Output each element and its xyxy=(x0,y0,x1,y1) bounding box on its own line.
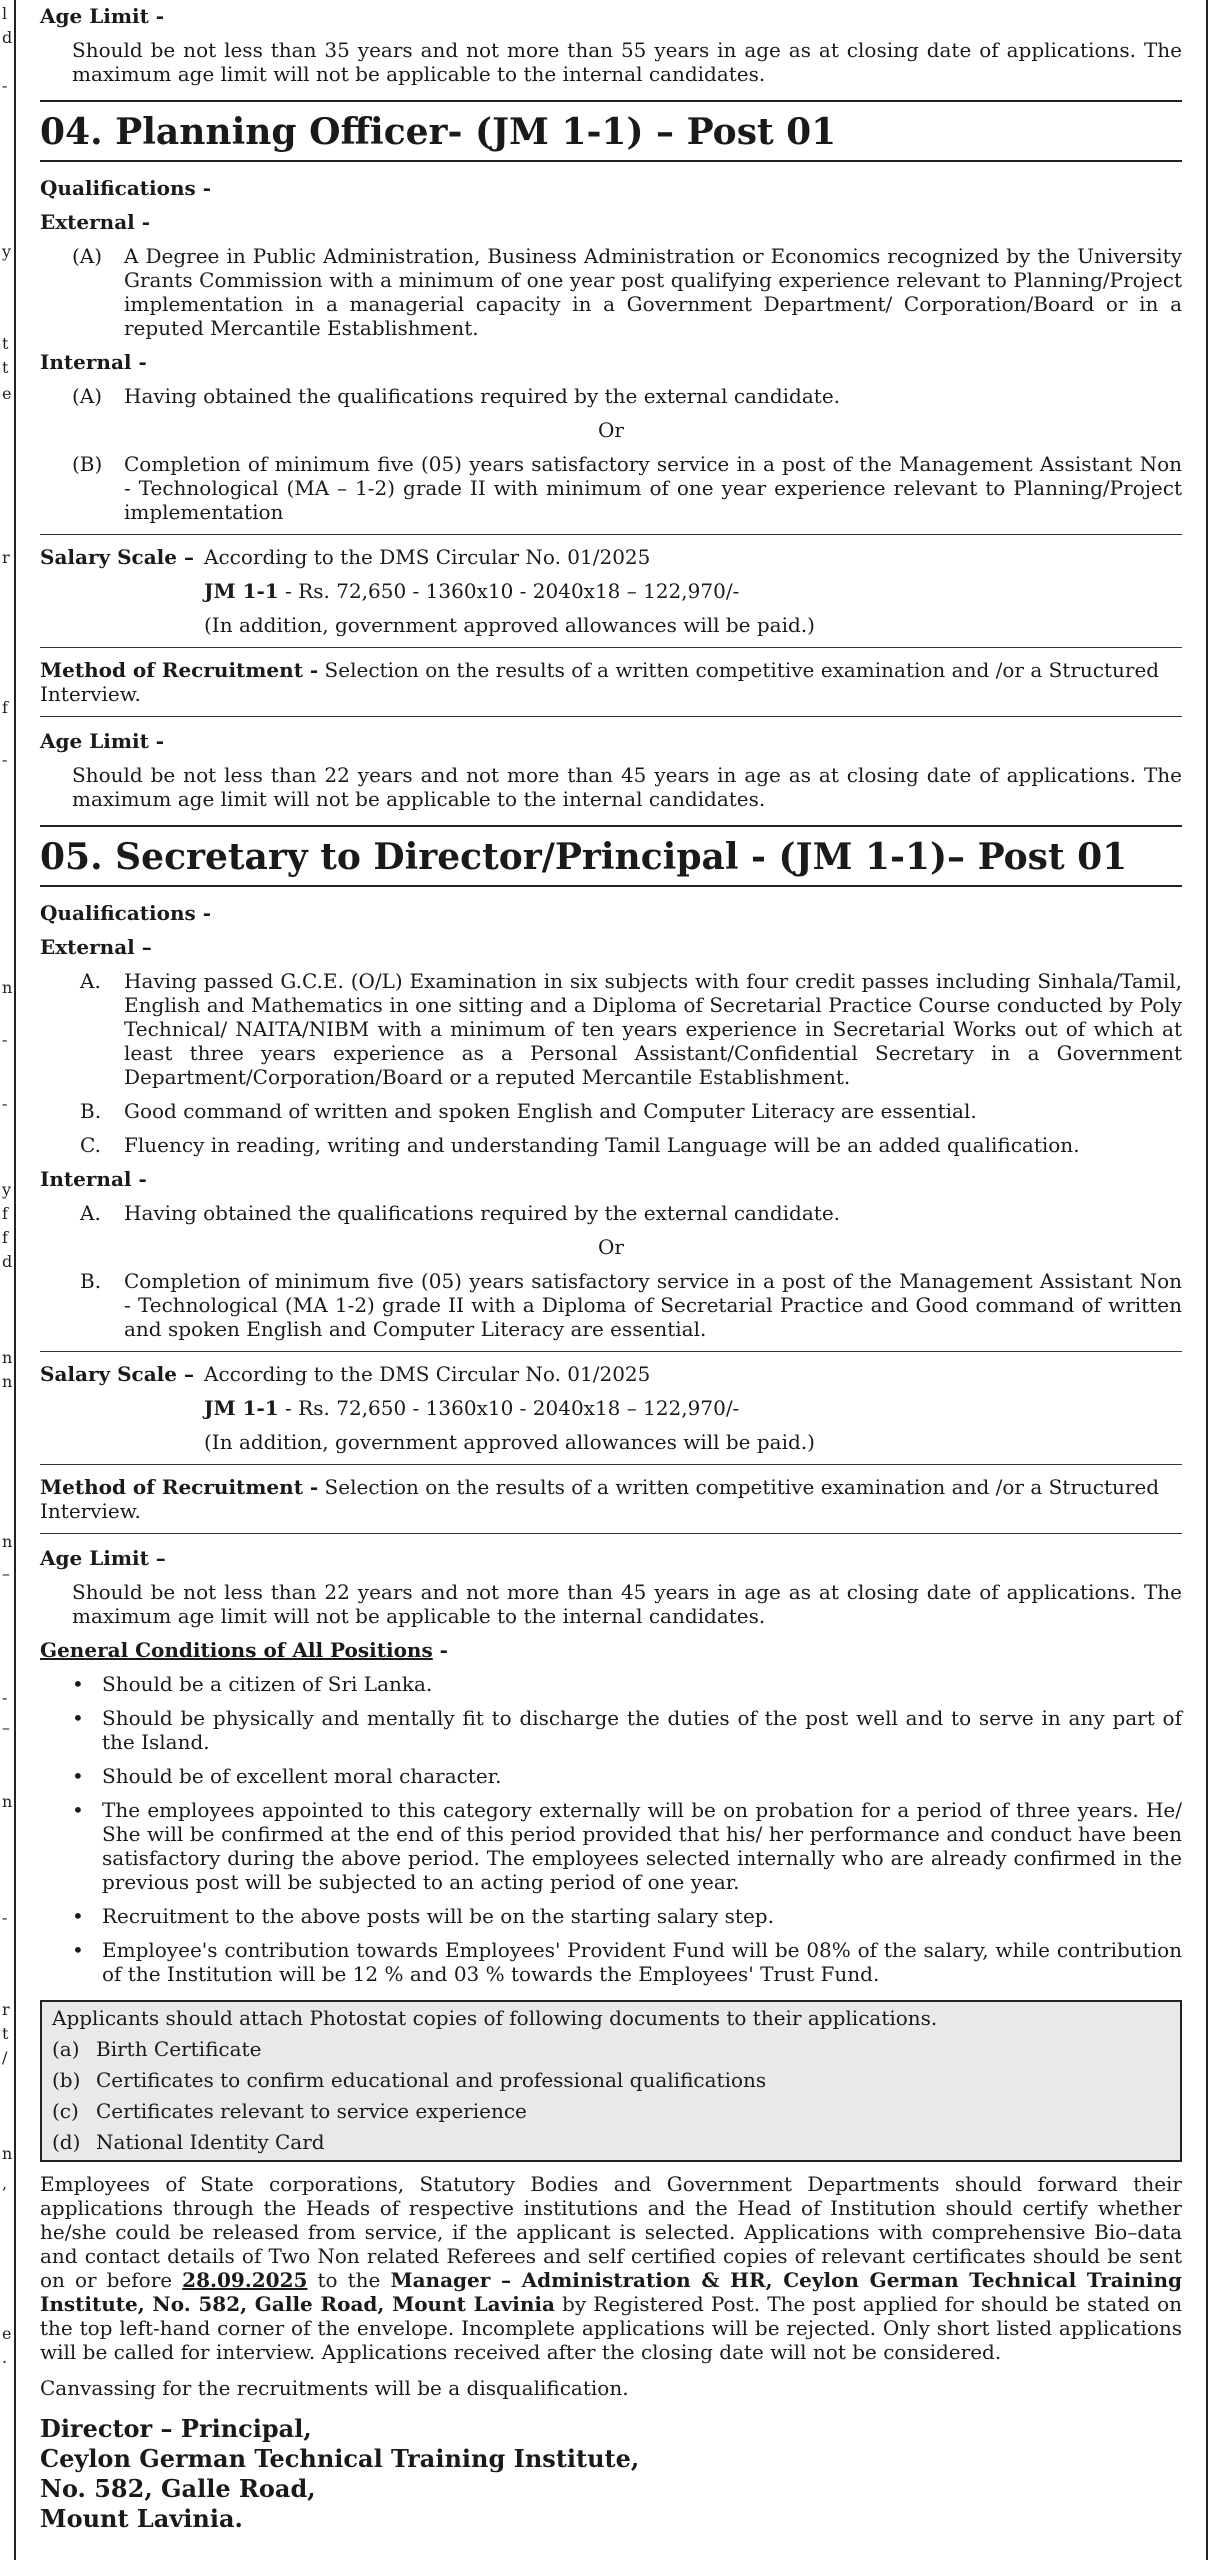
general-conditions-list xyxy=(40,1672,1182,1986)
left-fragment: - xyxy=(2,750,8,769)
salary-allowances: (In addition, government approved allowances will be paid.) xyxy=(204,1430,815,1454)
post05-age-label: Age Limit – xyxy=(40,1546,166,1570)
salary-label: Salary Scale – xyxy=(40,545,194,569)
divider xyxy=(40,1464,1182,1465)
post05-internal-item xyxy=(40,1269,1182,1341)
condition-text: Employee's contribution towards Employees' Provident Fund will be 08% of the salary, while contribution of the Institution will be 12 % and 03 % towards the Employees' Trust Fund. xyxy=(102,1938,1182,1986)
post04-internal-item xyxy=(40,384,1182,408)
recruitment-text: Selection on the results of a written competitive examination and /or a Structured Interview. xyxy=(40,658,1160,706)
post05-salary-scale xyxy=(40,1362,1182,1454)
recruitment-text: Selection on the results of a written competitive examination and /or a Structured Interview. xyxy=(40,1475,1160,1523)
documents-intro: Applicants should attach Photostat copies of following documents to their applications. xyxy=(52,2006,938,2030)
general-title-suffix: - xyxy=(432,1638,448,1662)
salary-allowances: (In addition, government approved allowances will be paid.) xyxy=(204,613,815,637)
divider xyxy=(40,885,1182,887)
document-text: National Identity Card xyxy=(96,2130,325,2154)
divider xyxy=(40,160,1182,162)
left-fragment: n xyxy=(2,1792,13,1811)
item-label: B. xyxy=(80,1269,102,1293)
document-item xyxy=(52,2099,1170,2123)
item-text: Fluency in reading, writing and understanding Tamil Language will be an added qualification. xyxy=(124,1133,1080,1157)
left-fragment: l xyxy=(2,4,8,23)
left-fragment: e xyxy=(2,384,12,403)
left-fragment: f xyxy=(2,1204,8,1223)
age-limit-top-title: Age Limit - xyxy=(40,4,165,28)
condition-text: Should be physically and mentally fit to discharge the duties of the post well and to serve in any part of the Island. xyxy=(102,1706,1182,1754)
item-text: Completion of minimum five (05) years satisfactory service in a post of the Management Assistant Non - Technological (MA 1-2) grade II with a Diploma of Secretarial Practice and Good command of written and spoken English and Computer Literacy are essential. xyxy=(124,1269,1182,1341)
salary-grade-line xyxy=(204,579,815,603)
post05-external-label: External – xyxy=(40,935,152,959)
closing-date xyxy=(182,2268,307,2292)
bullet-icon xyxy=(40,1938,102,1986)
left-fragment: . xyxy=(2,2348,8,2367)
post05-recruitment xyxy=(40,1475,1182,1523)
bullet-icon xyxy=(40,1706,102,1754)
item-text: A Degree in Public Administration, Business Administration or Economics recognized by the University Grants Commission with a minimum of one year post qualifying experience relevant to Planning/Project implementation in a managerial capacity in a Government Department/ Corporation/Board or in a reputed Mercantile Establishment. xyxy=(124,244,1182,340)
post05-external-item xyxy=(40,1133,1182,1157)
left-border-line xyxy=(14,0,16,2560)
divider xyxy=(40,1533,1182,1534)
mailing-address: Manager – Administration & HR, Ceylon German Technical Training Institute, No. 582, Galle Road, Mount Lavinia xyxy=(40,2268,1183,2316)
salary-circular: According to the DMS Circular No. 01/2025 xyxy=(204,1362,651,1386)
condition-bullet xyxy=(40,1938,1182,1986)
divider xyxy=(40,716,1182,717)
post05-internal-item xyxy=(40,1201,1182,1225)
application-instructions xyxy=(40,2172,1182,2364)
bullet-icon xyxy=(40,1904,102,1928)
salary-label: Salary Scale – xyxy=(40,1362,194,1386)
document-item xyxy=(52,2037,1170,2061)
post04-internal-label: Internal - xyxy=(40,350,147,374)
condition-text: The employees appointed to this category externally will be on probation for a period of three years. He/ She will be confirmed at the end of this period provided that his/ her performance and conduct have been satisfactory during the above period. The employees selected internally who are already confirmed in the previous post will be subjected to an acting period of one year. xyxy=(102,1798,1182,1894)
left-fragment: n xyxy=(2,1372,13,1391)
post04-age-text: Should be not less than 22 years and not more than 45 years in age as at closing date of applications. The maximum age limit will not be applicable to the internal candidates. xyxy=(72,763,1182,811)
signature-block xyxy=(40,2414,1182,2534)
post04-age-label: Age Limit - xyxy=(40,729,165,753)
post05-qualifications-label: Qualifications - xyxy=(40,901,212,925)
document-label: (d) xyxy=(52,2130,81,2154)
document-label: (a) xyxy=(52,2037,80,2061)
left-fragment: f xyxy=(2,698,8,717)
left-fragment: y xyxy=(2,242,12,261)
document-item xyxy=(52,2130,1170,2154)
recruitment-label: Method of Recruitment - xyxy=(40,658,319,682)
left-fragment: - xyxy=(2,1094,8,1113)
item-text: Good command of written and spoken English and Computer Literacy are essential. xyxy=(124,1099,977,1123)
document-label: (b) xyxy=(52,2068,81,2092)
closing-date-text: 28.09.2025 xyxy=(182,2268,308,2292)
salary-grade: JM 1-1 xyxy=(204,1396,279,1420)
left-fragment: r xyxy=(2,2000,10,2019)
left-fragment: - xyxy=(2,1908,8,1927)
left-fragment: n xyxy=(2,2144,13,2163)
condition-bullet xyxy=(40,1904,1182,1928)
required-documents-box xyxy=(40,2000,1182,2162)
condition-bullet xyxy=(40,1764,1182,1788)
instructions-part1: Employees of State corporations, Statutory Bodies and Government Departments should forward their applications through the Heads of respective institutions and the Head of Institution should certify whether he/she could be released from service, if the applicant is selected. Applications with comprehensive Bio–data and contact details of Two Non related Referees and self certified copies of relevant certificates should be sent on or before xyxy=(40,2172,1182,2292)
or-separator: Or xyxy=(598,418,624,442)
left-fragment: – xyxy=(2,1718,10,1737)
recruitment-label: Method of Recruitment - xyxy=(40,1475,319,1499)
signature-line: Mount Lavinia. xyxy=(40,2504,243,2533)
document-text: Birth Certificate xyxy=(96,2037,262,2061)
item-text: Having obtained the qualifications required by the external candidate. xyxy=(124,1201,841,1225)
item-label: A. xyxy=(80,969,101,993)
condition-text: Should be a citizen of Sri Lanka. xyxy=(102,1672,433,1696)
divider xyxy=(40,647,1182,648)
divider xyxy=(40,534,1182,535)
left-fragment: - xyxy=(2,76,8,95)
post04-internal-item xyxy=(40,452,1182,524)
document-text: Certificates relevant to service experience xyxy=(96,2099,527,2123)
divider xyxy=(40,825,1182,827)
salary-range: - Rs. 72,650 - 1360x10 - 2040x18 – 122,970/- xyxy=(278,1396,740,1420)
post04-external-item xyxy=(40,244,1182,340)
document-page xyxy=(40,0,1182,2534)
left-fragment: r xyxy=(2,548,10,567)
post05-external-item xyxy=(40,1099,1182,1123)
general-title-text: General Conditions of All Positions xyxy=(40,1638,433,1662)
post05-internal-label: Internal - xyxy=(40,1167,147,1191)
left-fragment: e xyxy=(2,2324,12,2343)
signature-line: Director – Principal, xyxy=(40,2414,312,2443)
left-fragment: y xyxy=(2,1180,12,1199)
signature-line: No. 582, Galle Road, xyxy=(40,2474,316,2503)
condition-text: Recruitment to the above posts will be on the starting salary step. xyxy=(102,1904,774,1928)
left-fragment: n xyxy=(2,978,13,997)
document-label: (c) xyxy=(52,2099,79,2123)
document-item xyxy=(52,2068,1170,2092)
condition-bullet xyxy=(40,1706,1182,1754)
document-text: Certificates to confirm educational and professional qualifications xyxy=(96,2068,767,2092)
item-text: Having passed G.C.E. (O/L) Examination in six subjects with four credit passes including Sinhala/Tamil, English and Mathematics in one sitting and a Diploma of Secretarial Practice Course conducted by Poly Technical/ NAITA/NIBM with a minimum of ten years experience in Secretarial Works out of which at least three years experience as a Personal Assistant/Confidential Secretary in a Government Department/Corporation/Board or a reputed Mercantile Establishment. xyxy=(124,969,1182,1089)
left-fragment: d xyxy=(2,28,13,47)
item-label: C. xyxy=(80,1133,101,1157)
left-fragment: t xyxy=(2,334,9,353)
left-fragment: , xyxy=(2,2174,8,2193)
condition-bullet xyxy=(40,1798,1182,1894)
condition-text: Should be of excellent moral character. xyxy=(102,1764,502,1788)
post04-heading: 04. Planning Officer- (JM 1-1) – Post 01 xyxy=(40,111,837,153)
post04-qualifications-label: Qualifications - xyxy=(40,176,212,200)
item-label: B. xyxy=(80,1099,102,1123)
left-fragment: n xyxy=(2,1532,13,1551)
canvassing-note: Canvassing for the recruitments will be a disqualification. xyxy=(40,2376,629,2400)
signature-line: Ceylon German Technical Training Institute, xyxy=(40,2444,640,2473)
instructions-part2: to the xyxy=(307,2268,391,2292)
condition-bullet xyxy=(40,1672,1182,1696)
salary-grade-line xyxy=(204,1396,815,1420)
post05-age-text: Should be not less than 22 years and not more than 45 years in age as at closing date of applications. The maximum age limit will not be applicable to the internal candidates. xyxy=(72,1580,1182,1628)
divider xyxy=(40,1351,1182,1352)
left-fragment: n xyxy=(2,1348,13,1367)
bullet-icon xyxy=(40,1798,102,1894)
left-fragment: - xyxy=(2,1688,8,1707)
left-column-fragments xyxy=(0,0,14,2560)
instructions-part3: by Registered Post. The post applied for should be stated on the top left-hand corner of the envelope. Incomplete applications will be rejected. Only short listed applications will be called for interview. Applications received after the closing date will not be considered. xyxy=(40,2292,1182,2364)
or-separator: Or xyxy=(598,1235,624,1259)
post05-external-item xyxy=(40,969,1182,1089)
bullet-icon xyxy=(40,1672,102,1696)
left-fragment: d xyxy=(2,1252,13,1271)
left-fragment: – xyxy=(2,1564,10,1583)
post04-salary-scale xyxy=(40,545,1182,637)
item-label: (A) xyxy=(72,244,103,268)
left-fragment: / xyxy=(2,2048,8,2067)
divider xyxy=(40,100,1182,102)
post04-external-label: External - xyxy=(40,210,151,234)
left-fragment: - xyxy=(2,1030,8,1049)
salary-grade: JM 1-1 xyxy=(204,579,279,603)
left-fragment: f xyxy=(2,1228,8,1247)
salary-circular: According to the DMS Circular No. 01/2025 xyxy=(204,545,651,569)
item-label: (B) xyxy=(72,452,103,476)
post04-recruitment xyxy=(40,658,1182,706)
salary-range: - Rs. 72,650 - 1360x10 - 2040x18 – 122,970/- xyxy=(278,579,740,603)
item-text: Completion of minimum five (05) years satisfactory service in a post of the Management Assistant Non - Technological (MA – 1-2) grade II with minimum of one year experience relevant to Planning/Project implementation xyxy=(124,452,1182,524)
general-conditions-title xyxy=(40,1638,1182,1662)
item-label: (A) xyxy=(72,384,103,408)
left-fragment: t xyxy=(2,358,9,377)
item-label: A. xyxy=(80,1201,101,1225)
item-text: Having obtained the qualifications required by the external candidate. xyxy=(124,384,841,408)
post05-heading: 05. Secretary to Director/Principal - (JM 1-1)– Post 01 xyxy=(40,836,1128,878)
left-fragment: t xyxy=(2,2024,9,2043)
age-limit-top-text: Should be not less than 35 years and not more than 55 years in age as at closing date of applications. The maximum age limit will not be applicable to the internal candidates. xyxy=(72,38,1182,86)
bullet-icon xyxy=(40,1764,102,1788)
